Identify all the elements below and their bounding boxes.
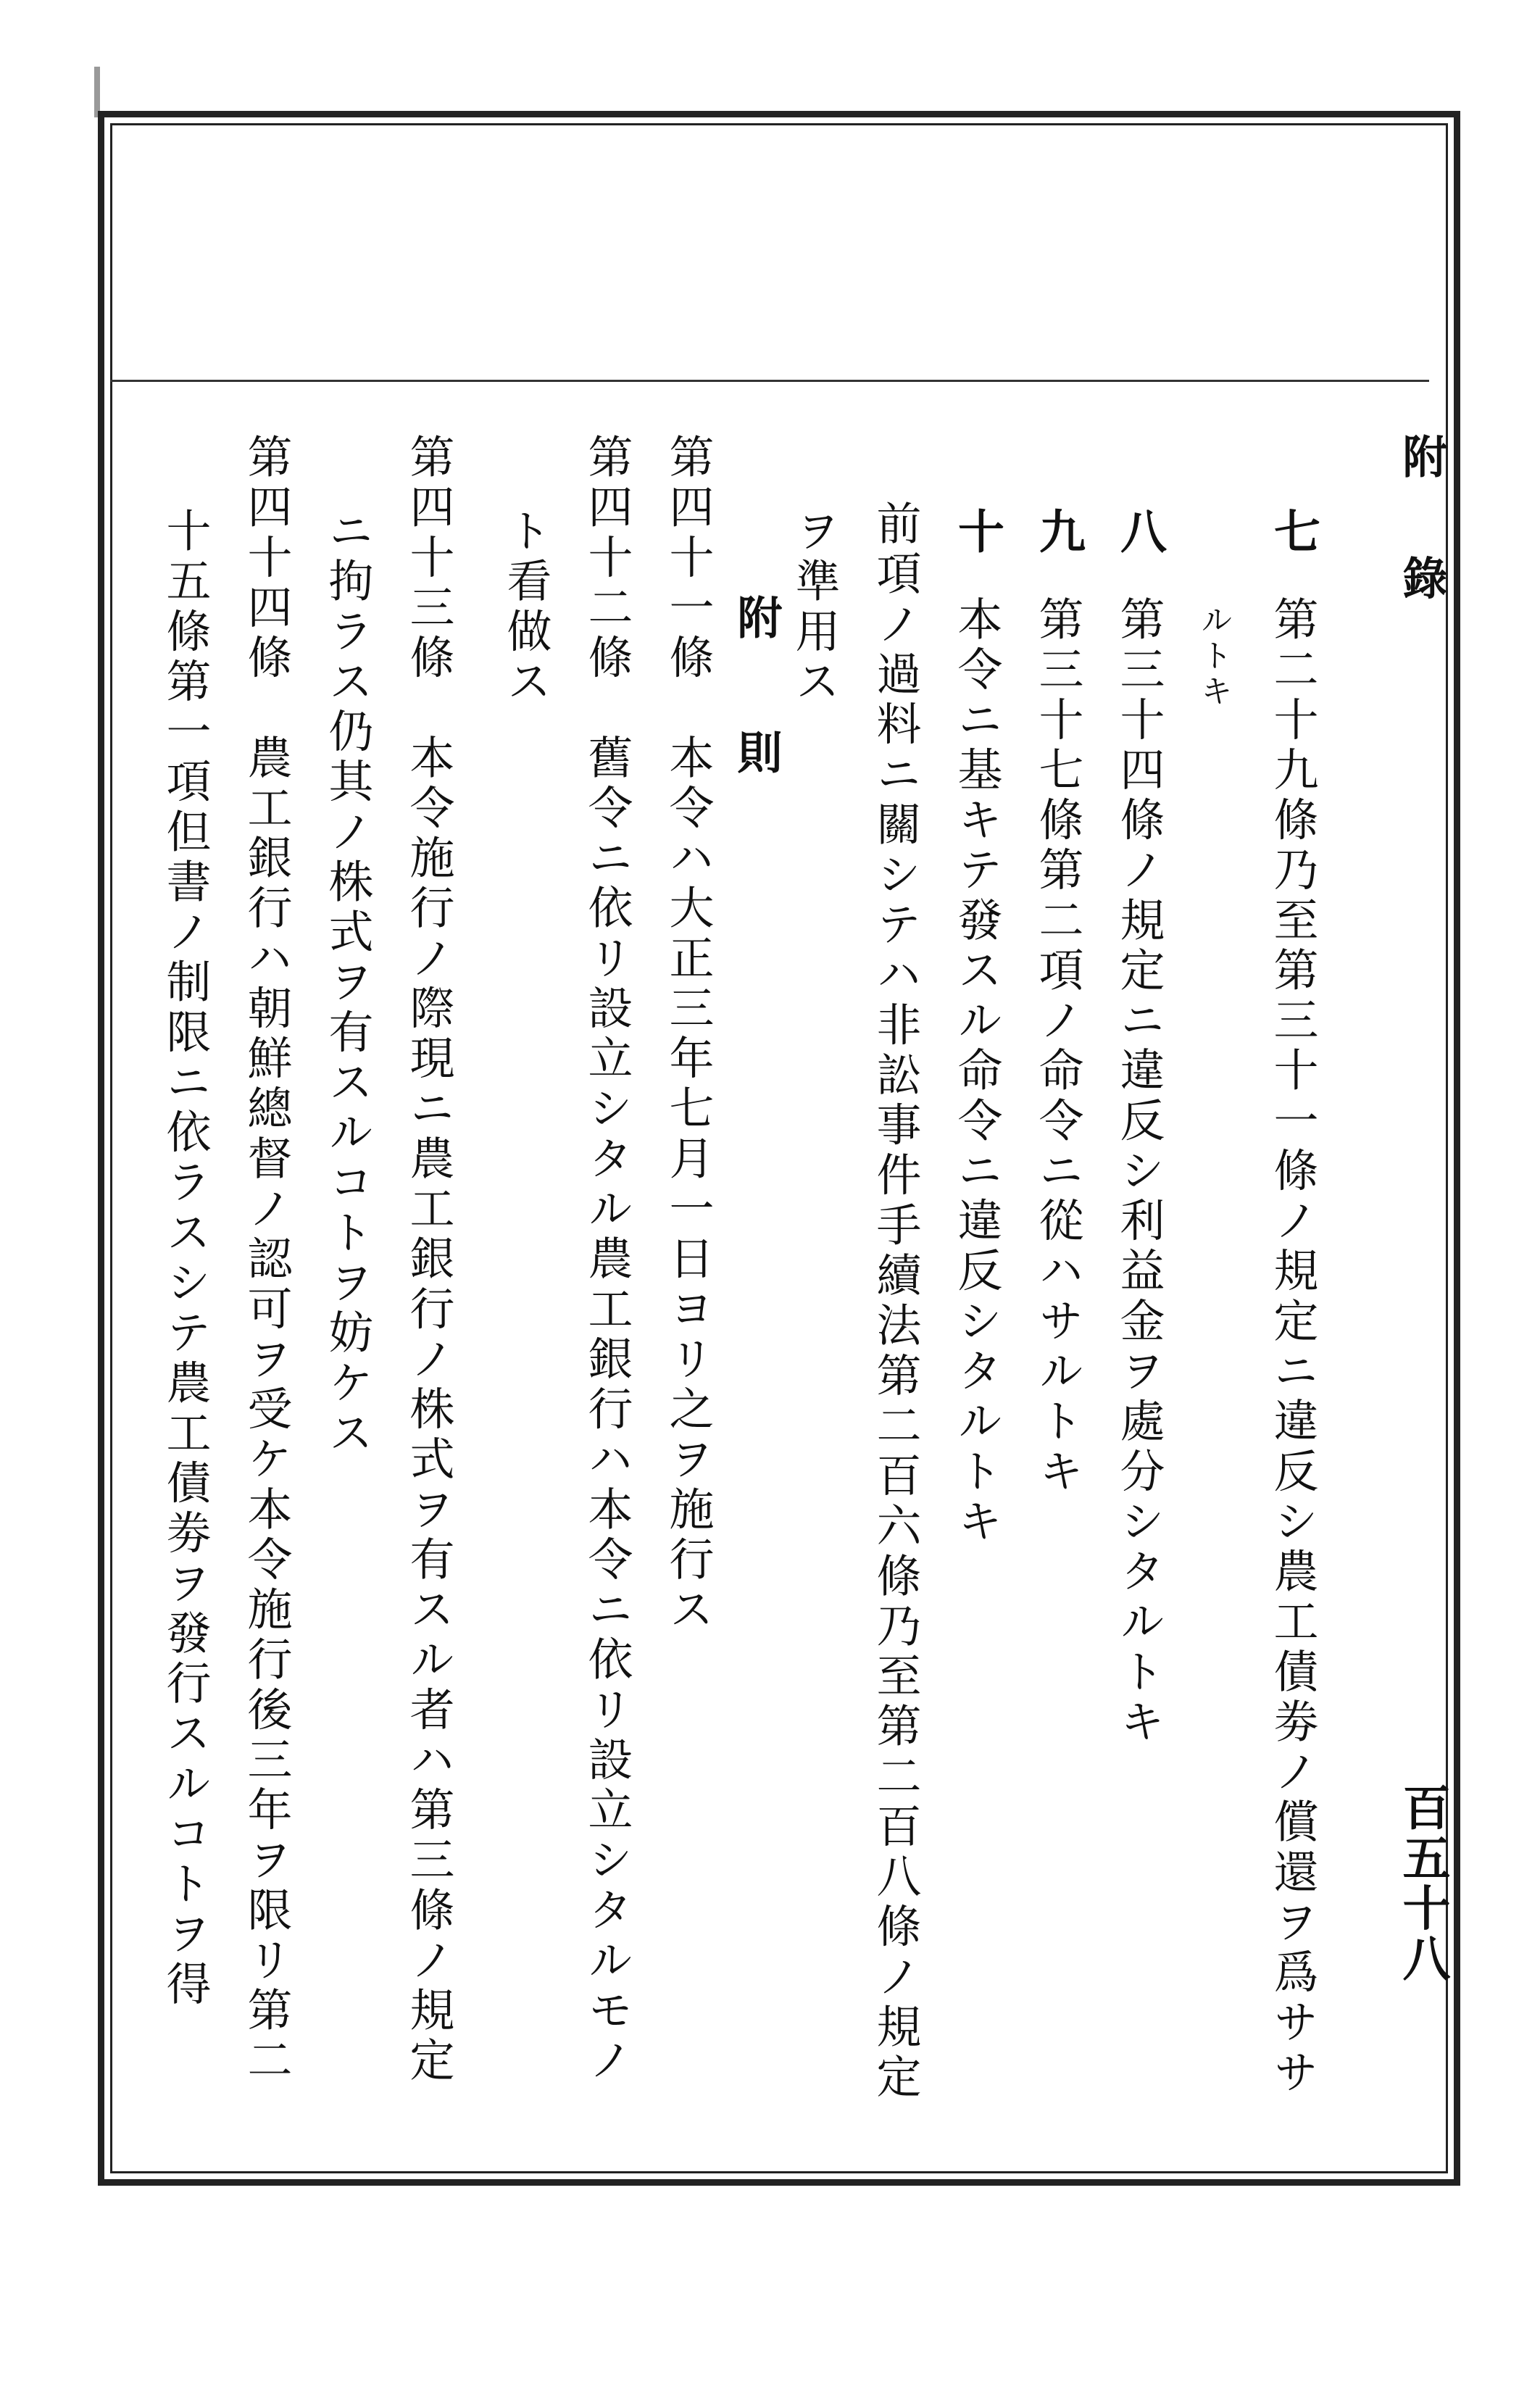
article-line-continued: 十五條第一項但書ノ制限ニ依ラスシテ農工債劵ヲ發行スルコトヲ得 [159,507,212,2010]
item-text: 第三十四條ノ規定ニ違反シ利益金ヲ處分シタルトキ [1112,596,1165,1748]
item-number: 九 [1031,507,1086,557]
item-text: 本令ニ基キテ發スル命令ニ違反シタルトキ [950,596,1003,1548]
article-line: 第四十一條 本令ハ大正三年七月一日ヨリ之ヲ施行ス [662,433,715,1636]
article-line-continued: ト看做ス [499,507,552,708]
item-number: 十 [950,507,1004,557]
item-number: 七 [1266,507,1320,557]
article-line-continued: ニ拘ラス仍其ノ株式ヲ有スルコトヲ妨ケス [321,507,374,1460]
item-text: 第二十九條乃至第三十一條ノ規定ニ違反シ農工債劵ノ償還ヲ爲ササ [1266,596,1319,2099]
item-number: 八 [1112,507,1167,557]
section-title: 附 錄 [1395,433,1448,616]
item-text: 第三十七條第二項ノ命令ニ從ハサルトキ [1031,596,1084,1498]
article-line: 第四十二條 舊令ニ依リ設立シタル農工銀行ハ本令ニ依リ設立シタルモノ [580,433,633,2087]
supplementary-heading: 附 則 [730,594,783,796]
paragraph-line: ヲ準用ス [788,507,841,708]
page-edge-mark [94,67,100,117]
article-line: 第四十三條 本令施行ノ際現ニ農工銀行ノ株式ヲ有スル者ハ第三條ノ規定 [402,433,455,2087]
page-number: 百五十八 [1394,1783,1451,1984]
item-text-continued: ルトキ [1195,603,1232,710]
header-rule [110,380,1429,382]
paragraph-line: 前項ノ過料ニ關シテハ非訟事件手續法第二百六條乃至第二百八條ノ規定 [869,500,922,2104]
article-line: 第四十四條 農工銀行ハ朝鮮總督ノ認可ヲ受ケ本令施行後三年ヲ限リ第二 [240,433,293,2087]
inner-frame [110,123,1451,2173]
